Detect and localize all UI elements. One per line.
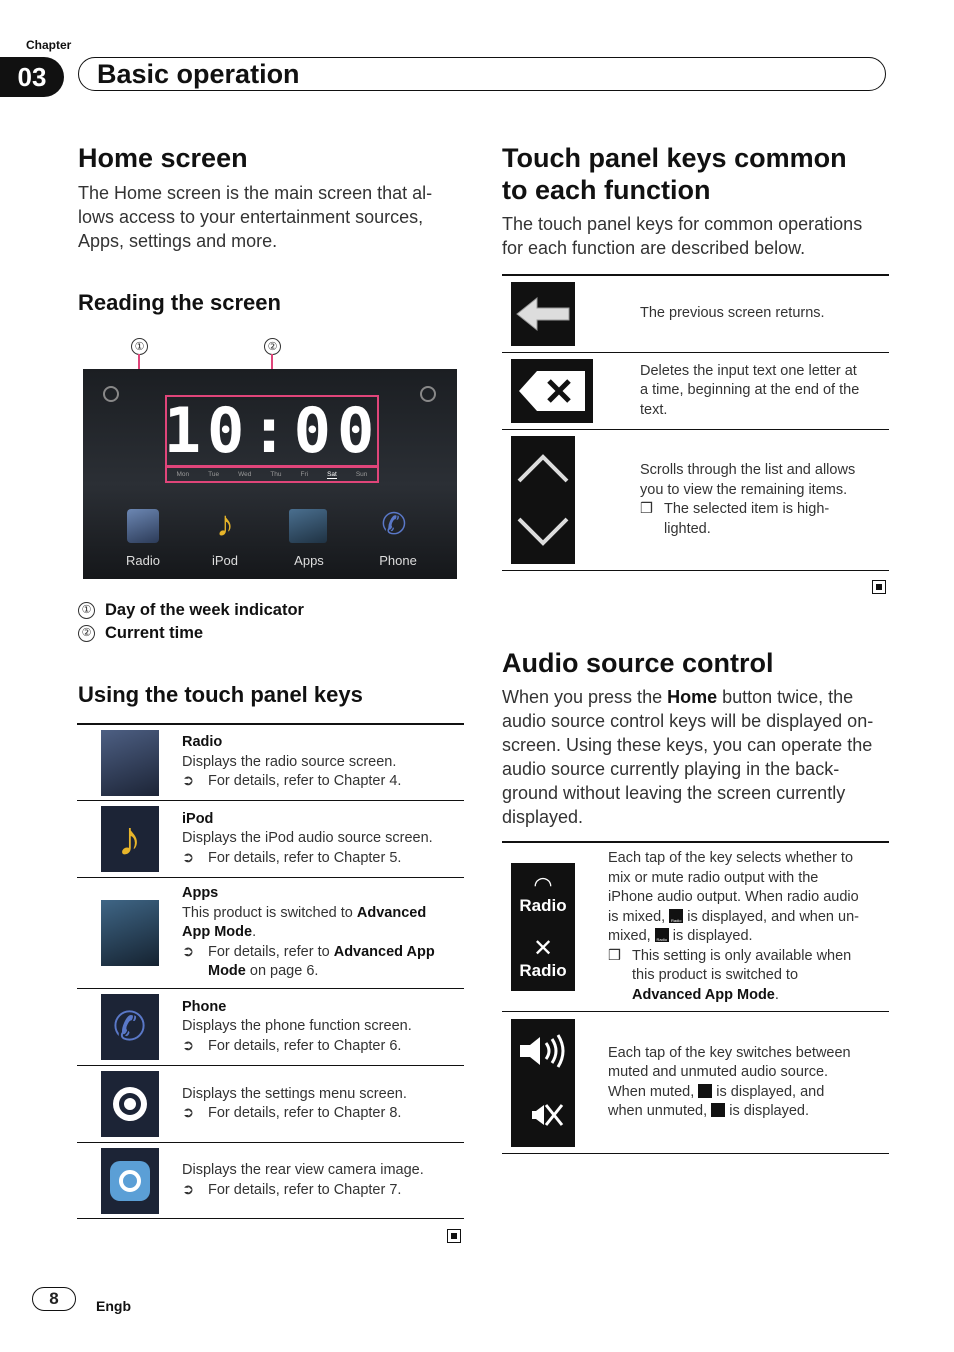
- row-desc: you to view the remaining items.: [640, 481, 848, 498]
- row-title: Apps: [182, 885, 219, 902]
- arrow-icon: ➲: [182, 1181, 195, 1198]
- using-touch-keys-heading: Using the touch panel keys: [78, 682, 363, 707]
- row-note: The selected item is high-: [664, 501, 830, 517]
- day-label-selected: Sat: [327, 470, 337, 478]
- row-ref: on page 6.: [245, 963, 319, 980]
- row-desc: mixed,: [608, 928, 655, 944]
- chevron-up-icon: [515, 451, 571, 485]
- row-ref: For details, refer to Chapter 8.: [208, 1105, 402, 1121]
- common-keys-table: [502, 274, 889, 571]
- chapter-title-text: Basic operation: [97, 58, 300, 89]
- radio-key-label: Radio: [519, 895, 567, 915]
- clock-display: 10:00: [163, 394, 381, 467]
- row-desc: mix or mute radio output with the: [608, 869, 819, 886]
- home-screen-heading: Home screen: [78, 143, 248, 173]
- row-desc: is mixed,: [608, 908, 670, 925]
- apps-icon: [101, 900, 159, 966]
- intro-line: lows access to your entertainment sources,: [78, 207, 424, 227]
- phone-icon[interactable]: ✆: [381, 508, 407, 541]
- radio-muted-icon: [655, 928, 669, 942]
- chapter-number: 03: [0, 57, 64, 97]
- legend-item: [78, 622, 304, 645]
- radio-mixed-icon: [669, 909, 683, 923]
- row-ref-bold: Advanced App: [333, 943, 435, 960]
- common-keys-heading: [502, 142, 847, 206]
- note-bullet-icon: ❒: [608, 947, 621, 964]
- row-desc: when unmuted,: [608, 1103, 712, 1119]
- intro-line: Apps, settings and more.: [78, 231, 278, 251]
- row-desc: is displayed.: [668, 928, 753, 944]
- phone-icon: ✆: [101, 994, 159, 1060]
- camera-icon[interactable]: [420, 386, 436, 402]
- day-label: Tue: [208, 471, 220, 478]
- common-keys-intro: [502, 212, 892, 260]
- callout-2: ②: [264, 338, 281, 355]
- row-title: iPod: [182, 810, 214, 827]
- chapter-title: [78, 57, 886, 91]
- row-desc-bold: App Mode: [182, 924, 253, 941]
- intro-line: The Home screen is the main screen that al-: [78, 183, 433, 203]
- row-ref: For details, refer to Chapter 4.: [208, 773, 402, 790]
- row-ref: For details, refer to Chapter 5.: [208, 849, 402, 866]
- row-ref-bold: Mode: [208, 963, 246, 980]
- section-end-mark: [447, 1229, 461, 1243]
- settings-icon[interactable]: [103, 386, 119, 402]
- day-label: Fri: [300, 471, 309, 478]
- radio-key-label: Radio: [519, 960, 567, 980]
- row-desc: Displays the iPod audio source screen.: [182, 830, 433, 847]
- table-row: [502, 353, 889, 430]
- row-desc: is displayed.: [725, 1103, 810, 1119]
- row-desc: Displays the radio source screen.: [182, 753, 397, 770]
- intro-line: audio source currently playing in the back-: [502, 759, 840, 779]
- table-row: [502, 1012, 889, 1154]
- arrow-icon: ➲: [182, 1105, 195, 1121]
- section-end-mark: [872, 580, 886, 594]
- row-desc: is displayed, and: [712, 1083, 825, 1100]
- current-time-box: [165, 395, 379, 467]
- day-label: Sun: [355, 471, 368, 478]
- reading-screen-heading: Reading the screen: [78, 290, 281, 315]
- table-row: [77, 1143, 464, 1219]
- day-label: Thu: [270, 471, 282, 478]
- arrow-icon: ➲: [182, 943, 195, 960]
- radio-wave-icon: ◠: [533, 871, 553, 897]
- chevron-down-icon: [515, 515, 571, 549]
- row-desc: Scrolls through the list and allows: [640, 462, 856, 478]
- legend-num: ①: [78, 602, 95, 619]
- table-row: [77, 989, 464, 1066]
- row-note: lighted.: [664, 520, 711, 537]
- intro-bold: Home: [667, 687, 718, 707]
- row-ref: For details, refer to: [208, 943, 334, 960]
- muted-mini-icon: [698, 1084, 712, 1098]
- audio-keys-table: [502, 841, 889, 1154]
- row-note: This setting is only available when: [632, 947, 852, 964]
- heading-line: Touch panel keys common: [502, 143, 847, 173]
- page-number: 8: [32, 1287, 76, 1311]
- row-title: Radio: [182, 734, 223, 751]
- callout-1: ①: [131, 338, 148, 355]
- row-desc: Deletes the input text one letter at: [640, 362, 857, 379]
- radio-label: Radio: [126, 553, 160, 568]
- heading-line: to each function: [502, 175, 711, 205]
- intro-line: The touch panel keys for common operations: [502, 214, 863, 234]
- apps-icon[interactable]: [289, 509, 327, 543]
- home-screen-image: [83, 369, 457, 579]
- audio-source-heading: Audio source control: [502, 648, 774, 678]
- table-row: [502, 430, 889, 571]
- intro-line: displayed.: [502, 807, 584, 827]
- row-desc: muted and unmuted audio source.: [608, 1064, 829, 1080]
- row-desc: a time, beginning at the end of the: [640, 382, 860, 399]
- back-arrow-icon: [511, 282, 575, 346]
- table-row: [502, 276, 889, 353]
- mute-icon: [516, 1097, 570, 1133]
- arrow-icon: ➲: [182, 849, 195, 866]
- table-row: [77, 1066, 464, 1143]
- row-desc: Each tap of the key selects whether to: [608, 850, 854, 866]
- arrow-icon: ➲: [182, 1037, 195, 1054]
- touch-keys-table: [77, 723, 464, 1219]
- camera-icon: [101, 1148, 159, 1214]
- row-ref: For details, refer to Chapter 7.: [208, 1181, 402, 1198]
- row-note-bold: Advanced App Mode: [632, 986, 775, 1003]
- table-row: [77, 725, 464, 801]
- intro-text: button twice, the: [717, 687, 854, 707]
- scroll-keys: [511, 436, 575, 564]
- row-desc: is displayed, and when un-: [683, 908, 859, 925]
- day-label: Mon: [176, 471, 190, 478]
- row-desc-bold: Advanced: [356, 904, 427, 921]
- language-code: Engb: [96, 1298, 131, 1314]
- music-note-icon: ♪: [101, 806, 159, 872]
- row-desc: Each tap of the key switches between: [608, 1044, 851, 1061]
- apps-label: Apps: [294, 553, 324, 568]
- radio-icon[interactable]: [127, 509, 159, 543]
- unmuted-mini-icon: [711, 1103, 725, 1117]
- intro-line: audio source control keys will be displayed on-: [502, 711, 874, 731]
- table-row: [77, 801, 464, 878]
- row-desc: iPhone audio output. When radio audio: [608, 889, 859, 905]
- radio-mix-keys: [511, 863, 575, 991]
- mute-keys: [511, 1019, 575, 1147]
- arrow-icon: ➲: [182, 773, 195, 790]
- phone-label: Phone: [379, 553, 417, 568]
- legend: [78, 599, 304, 645]
- close-icon: ✕: [532, 934, 554, 962]
- music-note-icon[interactable]: ♪: [216, 503, 234, 544]
- row-desc: Displays the phone function screen.: [182, 1018, 412, 1035]
- legend-num: ②: [78, 625, 95, 642]
- day-of-week-indicator: [165, 466, 379, 483]
- row-note: .: [774, 986, 779, 1003]
- row-desc: This product is switched to: [182, 904, 357, 921]
- legend-item: [78, 599, 304, 622]
- legend-text: Day of the week indicator: [105, 601, 304, 619]
- table-row: [502, 843, 889, 1012]
- day-label: Wed: [238, 471, 252, 478]
- radio-icon: [101, 730, 159, 796]
- row-desc: text.: [640, 401, 668, 418]
- row-desc: .: [252, 924, 257, 941]
- note-bullet-icon: ❒: [640, 501, 653, 517]
- row-note: this product is switched to: [632, 967, 799, 983]
- row-ref: For details, refer to Chapter 6.: [208, 1037, 402, 1054]
- speaker-icon: [516, 1033, 570, 1069]
- table-row: [77, 878, 464, 989]
- chapter-label: Chapter: [26, 38, 72, 52]
- mini-icon-label: Radio: [671, 917, 682, 923]
- mini-icon-label: Radio: [656, 937, 667, 942]
- row-desc: Displays the settings menu screen.: [182, 1085, 407, 1102]
- intro-line: for each function are described below.: [502, 238, 806, 258]
- row-desc: The previous screen returns.: [640, 305, 825, 322]
- ipod-label: iPod: [211, 553, 239, 568]
- intro-line: ground without leaving the screen currently: [502, 783, 846, 803]
- row-desc: When muted,: [608, 1083, 699, 1100]
- home-screen-intro: [78, 181, 458, 253]
- audio-intro: [502, 685, 902, 829]
- row-title: Phone: [182, 998, 227, 1015]
- intro-text: When you press the: [502, 687, 668, 707]
- row-desc: Displays the rear view camera image.: [182, 1162, 424, 1178]
- legend-text: Current time: [105, 624, 204, 642]
- gear-icon: [101, 1071, 159, 1137]
- backspace-icon: [511, 359, 593, 423]
- intro-line: screen. Using these keys, you can operate the: [502, 735, 873, 755]
